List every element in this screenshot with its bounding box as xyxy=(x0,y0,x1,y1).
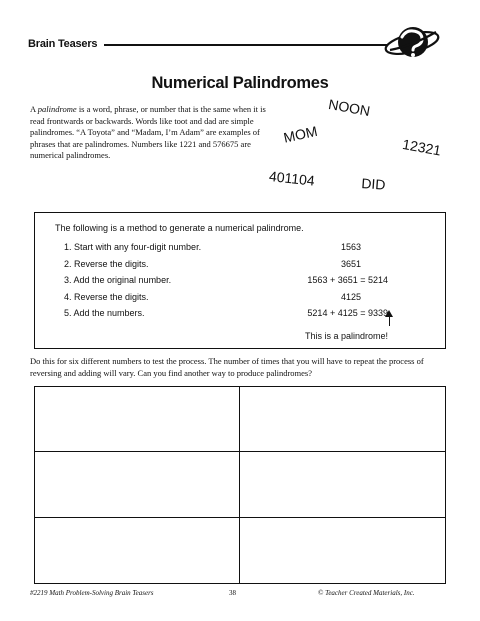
footer-page-number: 38 xyxy=(229,589,236,597)
step-label: 3. Add the original number. xyxy=(64,275,172,285)
step-value: 1563 + 3651 = 5214 xyxy=(307,275,388,285)
step-value: 4125 xyxy=(340,292,361,302)
answer-cell[interactable] xyxy=(240,452,445,517)
arrow-shaft xyxy=(389,315,390,326)
palindrome-word-12321: 12321 xyxy=(401,136,443,159)
step-label: 5. Add the numbers. xyxy=(64,308,145,318)
section-label: Brain Teasers xyxy=(28,38,98,50)
answer-cell[interactable] xyxy=(240,387,445,452)
palindrome-word-noon: NOON xyxy=(327,96,372,120)
header-rule xyxy=(104,44,388,46)
instructions-paragraph: Do this for six different numbers to test the process. The number of times that you will have to repeat the process of reversing and adding will vary. Can you find another way to produce palindromes? xyxy=(30,356,424,378)
answer-cell[interactable] xyxy=(240,518,445,583)
palindrome-word-401104: 401104 xyxy=(268,168,316,189)
page-title: Numerical Palindromes xyxy=(151,74,329,92)
intro-paragraph: A palindrome is a word, phrase, or number that is the same when it is read frontwards or backwards. Words like toot and dad are simple palindromes. “A Toyota” and “Madam, I’m Adam” are examples of phrases that are palindromes. Numbers like 1221 and 576675 are numerical palindromes. xyxy=(30,104,266,160)
footer-book-title: #2219 Math Problem-Solving Brain Teasers xyxy=(30,589,154,597)
palindrome-term: palindrome xyxy=(37,104,77,114)
step-label: 2. Reverse the digits. xyxy=(64,259,149,269)
step-value: 5214 + 4125 = 9339 xyxy=(307,308,388,318)
answer-grid xyxy=(34,386,446,584)
answer-cell[interactable] xyxy=(35,518,240,583)
step-label: 1. Start with any four-digit number. xyxy=(64,242,202,252)
answer-cell[interactable] xyxy=(35,452,240,517)
step-value: 3651 xyxy=(340,259,361,269)
footer-copyright: © Teacher Created Materials, Inc. xyxy=(318,589,415,597)
method-intro: The following is a method to generate a numerical palindrome. xyxy=(55,223,304,233)
answer-cell[interactable] xyxy=(35,387,240,452)
step-label: 4. Reverse the digits. xyxy=(64,292,149,302)
brain-question-globe-icon xyxy=(382,20,442,66)
step-value: 1563 xyxy=(340,242,361,252)
palindrome-word-mom: MOM xyxy=(282,122,319,146)
palindrome-note: This is a palindrome! xyxy=(305,331,389,341)
method-box xyxy=(34,212,446,349)
palindrome-word-did: DID xyxy=(360,175,387,193)
